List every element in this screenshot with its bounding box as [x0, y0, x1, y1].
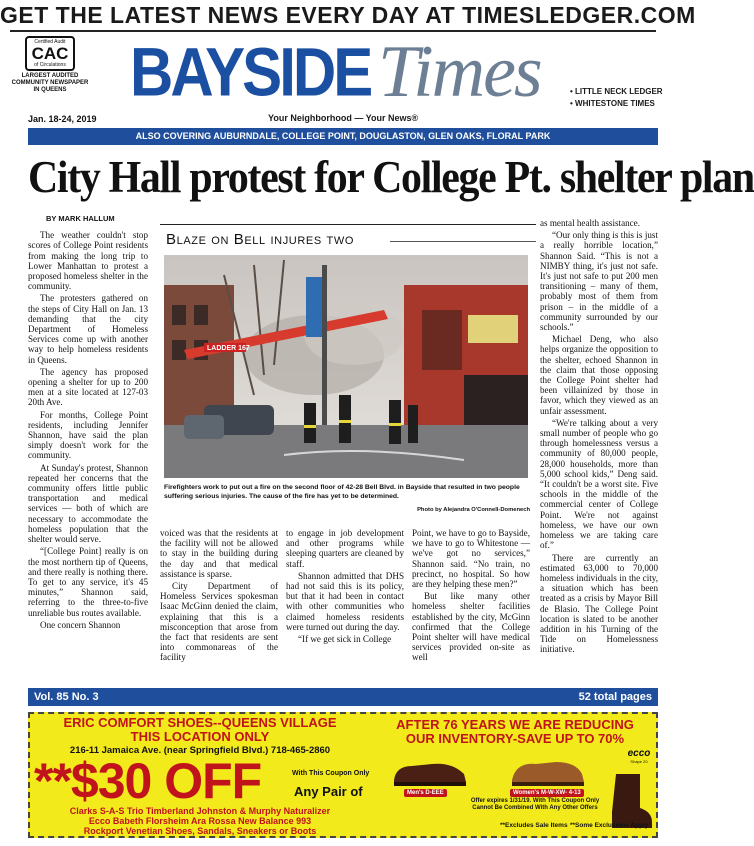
- ad-sale-line: OUR INVENTORY-SAVE UP TO 70%: [405, 731, 625, 746]
- masthead-name-bold: BAYSIDE: [130, 33, 371, 111]
- article-paragraph: “If we get sick in College: [298, 634, 392, 645]
- ad-brands-line: Clarks S-A-S Trio Timberland Johnston & Murphy Naturalizer: [69, 806, 331, 816]
- article-paragraph: “[College Point] really is on the most northern tip of Queens, and there really is nothing there. To get to any service, it's 45 minutes,” Shannon said, referring to the three-to-five unreliable bus routes available.: [28, 546, 148, 618]
- ad-expiration: [460, 798, 610, 812]
- photo-feature[interactable]: [160, 224, 536, 522]
- ad-brands-line: Ecco Babeth Florsheim Ara Rossa New Balance 993: [88, 816, 312, 826]
- photo-credit: Photo by Alejandra O'Connell-Domenech: [417, 507, 530, 513]
- masthead-tagline: Your Neighborhood — Your News®: [268, 113, 419, 123]
- ad-sale-headline: [370, 718, 660, 746]
- womens-shoe-image: [510, 752, 586, 788]
- article-paragraph: Michael Deng, who also helps organize the opposition to the shelter, echoed Shannon in the claim that those opposing the College Point shelter had been villainized by those in favor, which they viewed as an unfair assessment.: [540, 334, 658, 416]
- article-paragraph: Shannon admitted that DHS had not said this is its policy, but that it had been in contact with other communities who claimed homeless residents were turned out during the day.: [286, 570, 404, 632]
- ad-footnote-left: **Excludes Sale Items: [500, 822, 568, 829]
- page-count: 52 total pages: [578, 691, 652, 703]
- issue-info-bar: [28, 688, 658, 706]
- article-column-5: [540, 218, 658, 657]
- issue-date: Jan. 18-24, 2019: [28, 114, 97, 124]
- article-column-1: [28, 214, 148, 632]
- article-paragraph: The protesters gathered on the steps of City Hall on Jan. 13 demanding that the city Department of Homeless Services come up with another way to help homeless residents in Queens.: [28, 293, 148, 365]
- promo-banner[interactable]: GET THE LATEST NEWS EVERY DAY AT TIMESLEDGER.COM: [0, 2, 696, 28]
- ad-location-note: THIS LOCATION ONLY: [130, 729, 270, 744]
- masthead-name-italic: Times: [378, 31, 541, 113]
- ad-coupon-amount: **$30 OFF: [34, 753, 262, 809]
- ad-address: 216-11 Jamaica Ave. (near Springfield Blvd.) 718-465-2860: [69, 745, 331, 756]
- ecco-logo: [624, 748, 654, 774]
- article-paragraph: The weather couldn't stop scores of College Point residents from making the long trip to Lower Manhattan to protest a proposed homeless shelter in the community.: [28, 230, 148, 292]
- article-paragraph: to engage in job development and other programs while sleeping quarters are cleaned by staff.: [286, 528, 404, 569]
- cac-small-top: Certified Audit: [34, 39, 66, 45]
- ecco-logo-text: ecco: [627, 748, 651, 759]
- article-paragraph: Point, we have to go to Bayside, we have to go to Whitestone — we've got no services,” Shannon said. “No train, no precinct, no hospital. So how are they helping these men?”: [412, 528, 530, 590]
- byline: BY MARK HALLUM: [46, 214, 115, 223]
- ad-sale-panel: [370, 714, 660, 836]
- mens-shoe-image: [392, 754, 468, 788]
- article-column-2: [160, 528, 278, 665]
- article-column-4: [412, 528, 530, 665]
- shoe-store-advertisement[interactable]: [28, 712, 658, 838]
- photo-caption: Firefighters work to put out a fire on the second floor of 42-28 Bell Blvd. in Bayside that resulted in two people suffering serious injuries. The cause of the fire has yet to be determined.: [164, 484, 520, 500]
- ecco-logo-small: Shape 20: [630, 759, 648, 764]
- article-paragraph: City Department of Homeless Services spokesman Isaac McGinn denied the claim, explaining that this is a misconception that arose from the fact that residents are sent into commonareas of the facility: [160, 581, 278, 663]
- ad-coupon-note: With This Coupon Only: [292, 770, 370, 777]
- ad-store-name: ERIC COMFORT SHOES--QUEENS VILLAGE: [63, 715, 337, 730]
- cac-badge: [8, 36, 92, 102]
- masthead-logo[interactable]: [130, 30, 550, 113]
- fire-scene-photo[interactable]: [164, 255, 528, 478]
- ladder-sign: LADDER 167: [207, 345, 250, 352]
- volume-number: Vol. 85 No. 3: [34, 691, 99, 703]
- article-paragraph: At Sunday's protest, Shannon repeated her concerns that the community offers little public transportation and medical services — both of which are necessary to accommodate the homeless population that the shelter would serve.: [28, 462, 148, 545]
- article-paragraph: For months, College Point residents, including Jennifer Shannon, have said the plan simply doesn't work for the community.: [28, 409, 148, 461]
- ad-expire-line: Offer expires 1/31/19. With This Coupon Only: [470, 798, 600, 804]
- sister-paper-whitestone: • WHITESTONE TIMES: [570, 99, 655, 108]
- ad-any-pair: Any Pair of: [294, 784, 363, 799]
- cac-logo-box: [25, 36, 75, 71]
- sister-papers: [570, 86, 663, 110]
- lead-headline[interactable]: City Hall protest for College Pt. shelter plan: [28, 152, 754, 202]
- coverage-area-bar: ALSO COVERING AUBURNDALE, COLLEGE POINT, DOUGLASTON, GLEN OAKS, FLORAL PARK: [28, 128, 658, 145]
- ad-brand-list: [30, 806, 370, 836]
- ad-brands-line: Rockport Venetian Shoes, Sandals, Sneakers or Boots: [83, 826, 317, 836]
- article-paragraph: “Our only thing is this is just a really horrible location,” Shannon Said. “This is not a NIMBY thing, it's just not safe. It's just not safe to put 200 men transitioning – many of them, probably most of them from prison – in the middle of a community surrounded by our schools.”: [540, 230, 658, 333]
- cac-description: LARGEST AUDITED COMMUNITY NEWSPAPER IN QUEENS: [11, 73, 89, 93]
- sister-paper-little-neck: • LITTLE NECK LEDGER: [570, 87, 663, 96]
- article-paragraph: The agency has proposed opening a shelter for up to 200 men at a site located at 127-03 20th Ave.: [28, 366, 148, 408]
- photo-headline: Blaze on Bell injures two: [166, 231, 354, 248]
- ad-coupon-panel: [30, 714, 370, 836]
- article-paragraph: voiced was that the residents at the facility will not be allowed to stay in the building during the day and that medical assistance is sparse.: [160, 528, 278, 579]
- article-paragraph: One concern Shannon: [40, 619, 121, 630]
- womens-size-label: Women's M-W-XW- 4-13: [510, 789, 584, 797]
- cac-logo: CAC: [31, 44, 69, 63]
- mens-size-label: Men's D-EEE: [404, 789, 447, 797]
- article-paragraph: “We're talking about a very small number of people who go through homelessness versus a community of 80,000 people, 28,000 households, more than 5,000 school kids,” Deng said. “It couldn't be a worst site. Five schools in the middle of the commercial center of College Point. We're not against homeless, we have our own homeless we are taking care of.”: [540, 417, 658, 551]
- ad-footnote-right: **Some Exclusions Apply: [570, 822, 649, 829]
- ad-expire-line: Cannot Be Combined With Any Other Offers: [472, 805, 598, 811]
- photo-headline-rule: [390, 241, 536, 242]
- cac-small-bottom: of Circulations: [34, 62, 66, 68]
- ad-store-title: [30, 716, 370, 744]
- article-column-3: [286, 528, 404, 646]
- article-paragraph: But like many other homeless shelter facilities established by the city, McGinn confirmed that the College Point shelter will have medical services provided on-site as well: [412, 591, 530, 663]
- article-paragraph: There are currently an estimated 63,000 to 70,000 homeless individuals in the city, a situation which has been treated as a crisis by Mayor Bill de Blasio. The College Point location is slated to be another addition in his Turning of the Tide on Homelessness initiative.: [540, 552, 658, 655]
- article-paragraph: as mental health assistance.: [540, 218, 640, 228]
- ad-sale-line: AFTER 76 YEARS WE ARE REDUCING: [396, 717, 634, 732]
